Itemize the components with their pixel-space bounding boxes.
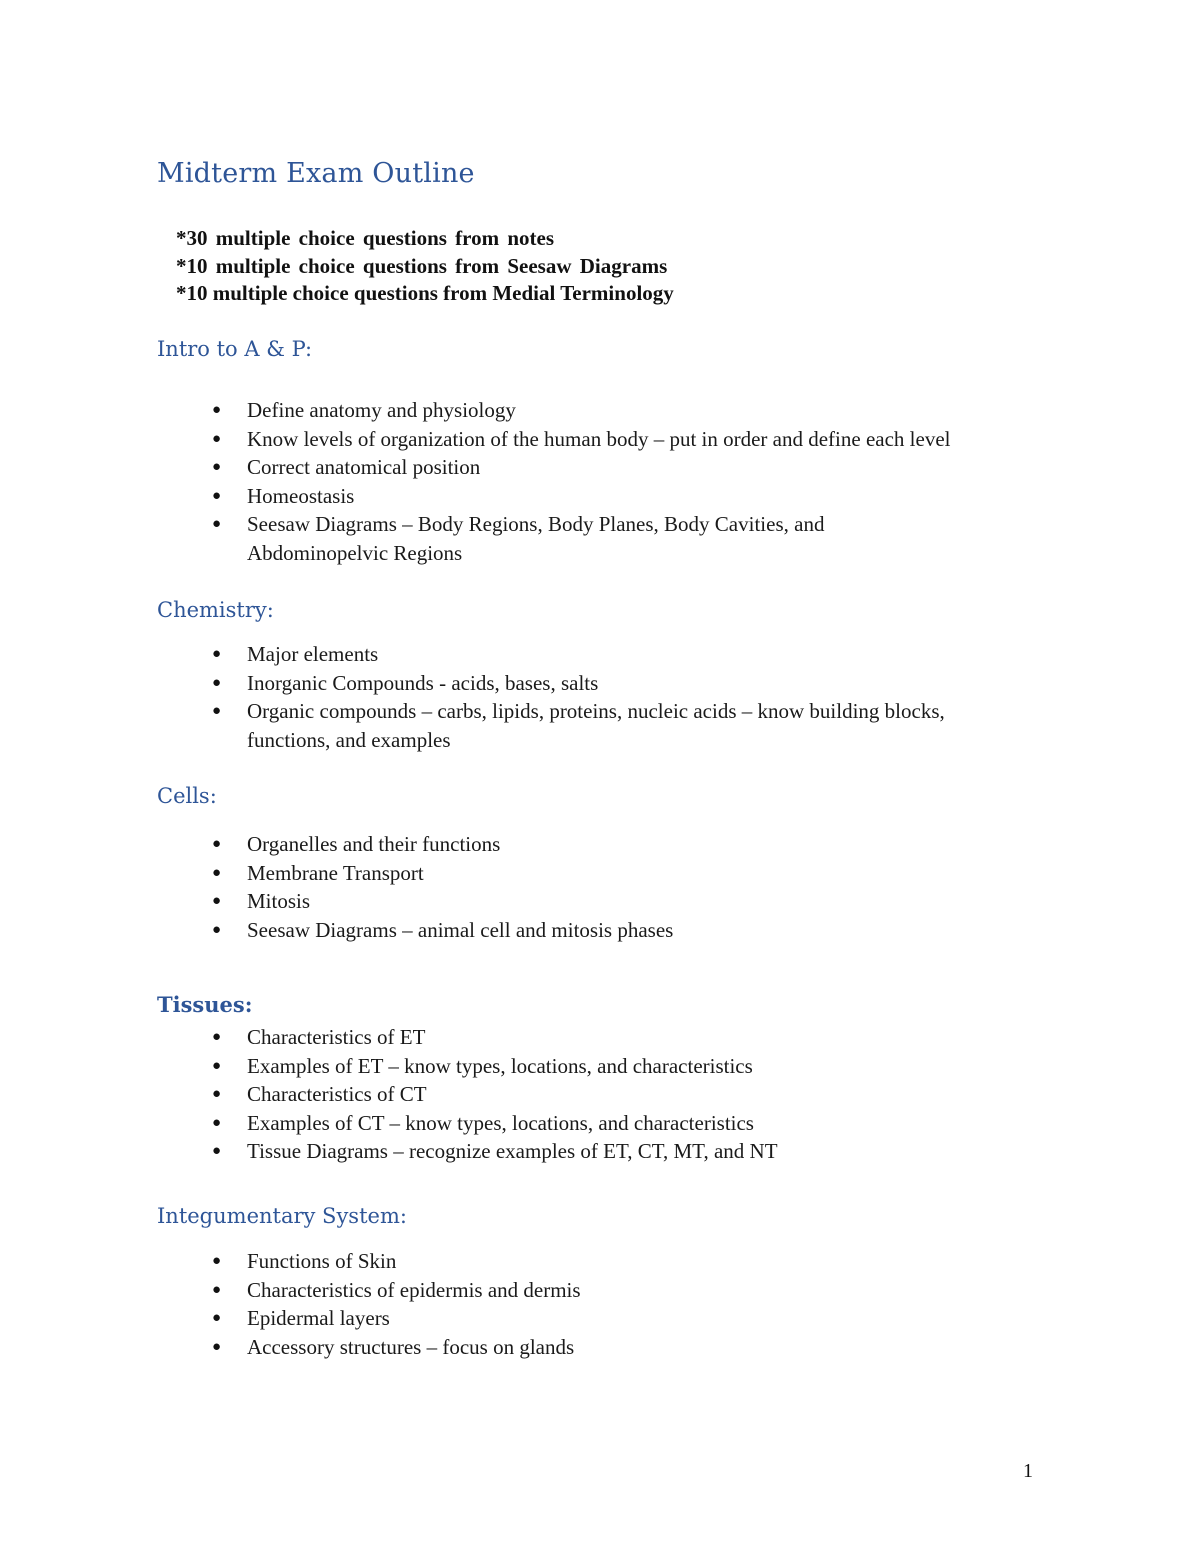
list-item: ● Know levels of organization of the human body – put in order and define each level	[212, 425, 982, 454]
bullet-icon: ●	[212, 516, 222, 532]
exam-note: *30 multiple choice questions from notes	[176, 226, 555, 250]
bullet-icon: ●	[212, 836, 222, 852]
bullet-icon: ●	[212, 646, 222, 662]
section-heading-tissues: Tissues:	[157, 992, 253, 1017]
section-heading-cells: Cells:	[157, 784, 217, 808]
list-item: ● Tissue Diagrams – recognize examples of ET, CT, MT, and NT	[212, 1137, 1007, 1166]
list-item: ● Accessory structures – focus on glands	[212, 1333, 1007, 1362]
exam-notes-list	[176, 225, 674, 308]
bullet-icon: ●	[212, 1086, 222, 1102]
list-item: ● Define anatomy and physiology	[212, 396, 1007, 425]
list-item: ● Homeostasis	[212, 482, 1007, 511]
section-heading-chemistry: Chemistry:	[157, 598, 274, 622]
exam-note: *10 multiple choice questions from Medial Terminology	[176, 281, 674, 305]
bullet-icon: ●	[212, 459, 222, 475]
section-list-intro	[212, 396, 1007, 567]
list-item: ● Organelles and their functions	[212, 830, 1007, 859]
bullet-icon: ●	[212, 1281, 222, 1298]
list-item: ● Characteristics of ET	[212, 1023, 1007, 1052]
section-list-cells	[212, 830, 1007, 944]
list-item: ● Examples of ET – know types, locations, and characteristics	[212, 1052, 1007, 1081]
list-item: ● Seesaw Diagrams – animal cell and mitosis phases	[212, 916, 1007, 945]
bullet-icon: ●	[212, 430, 222, 447]
bullet-icon: ●	[212, 402, 222, 418]
list-item: ● Characteristics of epidermis and dermis	[212, 1276, 1007, 1305]
bullet-icon: ●	[212, 1029, 222, 1045]
bullet-icon: ●	[212, 864, 222, 881]
bullet-icon: ●	[212, 1253, 222, 1269]
bullet-icon: ●	[212, 921, 222, 938]
bullet-icon: ●	[212, 703, 222, 719]
list-item: ● Inorganic Compounds - acids, bases, salts	[212, 669, 1007, 698]
list-item: ● Mitosis	[212, 887, 1007, 916]
page-title: Midterm Exam Outline	[157, 158, 475, 189]
section-list-tissues	[212, 1023, 1007, 1166]
list-item: ● Seesaw Diagrams – Body Regions, Body Planes, Body Cavities, and Abdominopelvic Regions	[212, 512, 825, 565]
section-list-chemistry	[212, 640, 1007, 754]
bullet-icon: ●	[212, 1310, 222, 1326]
bullet-icon: ●	[212, 1338, 222, 1355]
bullet-icon: ●	[212, 1143, 222, 1159]
bullet-icon: ●	[212, 1057, 222, 1074]
list-item: ● Characteristics of CT	[212, 1080, 1007, 1109]
exam-note: *10 multiple choice questions from Seesaw Diagrams	[176, 253, 668, 278]
list-item: ● Correct anatomical position	[212, 453, 1007, 482]
bullet-icon: ●	[212, 893, 222, 909]
section-heading-integumentary: Integumentary System:	[157, 1204, 407, 1228]
list-item: ● Epidermal layers	[212, 1304, 1007, 1333]
section-list-integumentary	[212, 1247, 1007, 1361]
list-item: ● Organic compounds – carbs, lipids, proteins, nucleic acids – know building blocks, functions, and examples	[212, 699, 945, 752]
list-item: ● Membrane Transport	[212, 859, 1007, 888]
bullet-icon: ●	[212, 487, 222, 504]
list-item: ● Functions of Skin	[212, 1247, 1007, 1276]
bullet-icon: ●	[212, 674, 222, 691]
list-item: ● Major elements	[212, 640, 1007, 669]
bullet-icon: ●	[212, 1114, 222, 1131]
page-number: 1	[1023, 1460, 1033, 1482]
section-heading-intro: Intro to A & P:	[157, 337, 313, 361]
list-item: ● Examples of CT – know types, locations, and characteristics	[212, 1109, 1007, 1138]
